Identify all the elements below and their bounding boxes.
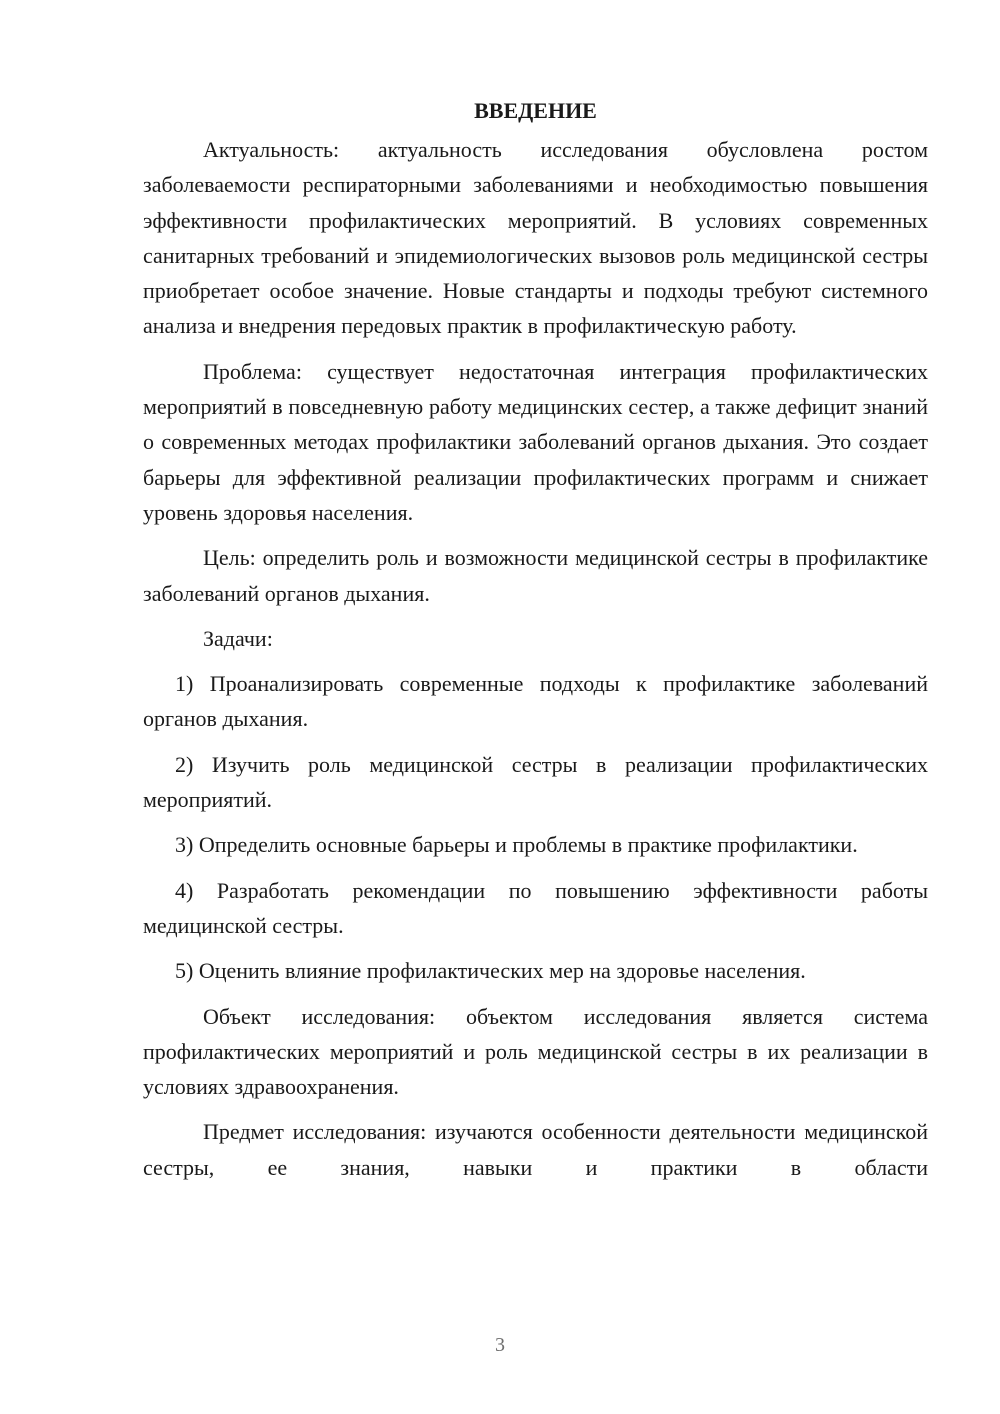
task-item-5: 5) Оценить влияние профилактических мер на здоровье населения.: [175, 958, 806, 984]
task-item-2: 2) Изучить роль медицинской сестры в реализации профилактических мероприятий.: [143, 751, 928, 813]
task-item-1: 1) Проанализировать современные подходы к профилактике заболеваний органов дыхания.: [143, 671, 928, 732]
tasks-label: Задачи:: [203, 625, 273, 651]
paragraph-relevance: Актуальность: актуальность исследования обусловлена ростом заболеваемости респираторными заболеваниями и необходимостью повышения эффективности профилактических мероприятий. В условиях современных санитарных требований и эпидемиологических вызовов роль медицинской сестры приобретает особое значение. Новые стандарты и подходы требуют системного анализа и внедрения передовых практик в профилактическую работу.: [143, 137, 928, 339]
task-item-4: 4) Разработать рекомендации по повышению эффективности работы медицинской сестры.: [143, 877, 928, 938]
section-title: ВВЕДЕНИЕ: [474, 98, 597, 123]
paragraph-subject: Предмет исследования: изучаются особенности деятельности медицинской сестры, ее знания, навыки и практики в области: [143, 1119, 928, 1180]
paragraph-goal: Цель: определить роль и возможности медицинской сестры в профилактике заболеваний органов дыхания.: [143, 545, 928, 606]
paragraph-problem: Проблема: существует недостаточная интеграция профилактических мероприятий в повседневную работу медицинских сестер, а также дефицит знаний о современных методах профилактики заболеваний органов дыхания. Это создает барьеры для эффективной реализации профилактических программ и снижает уровень здоровья населения.: [143, 358, 928, 525]
page-number: 3: [495, 1334, 505, 1356]
task-item-3: 3) Определить основные барьеры и проблемы в практике профилактики.: [175, 832, 858, 858]
document-page: [143, 93, 928, 1195]
paragraph-object: Объект исследования: объектом исследования является система профилактических мероприятий и роль медицинской сестры в их реализации в условиях здравоохранения.: [143, 1003, 928, 1100]
